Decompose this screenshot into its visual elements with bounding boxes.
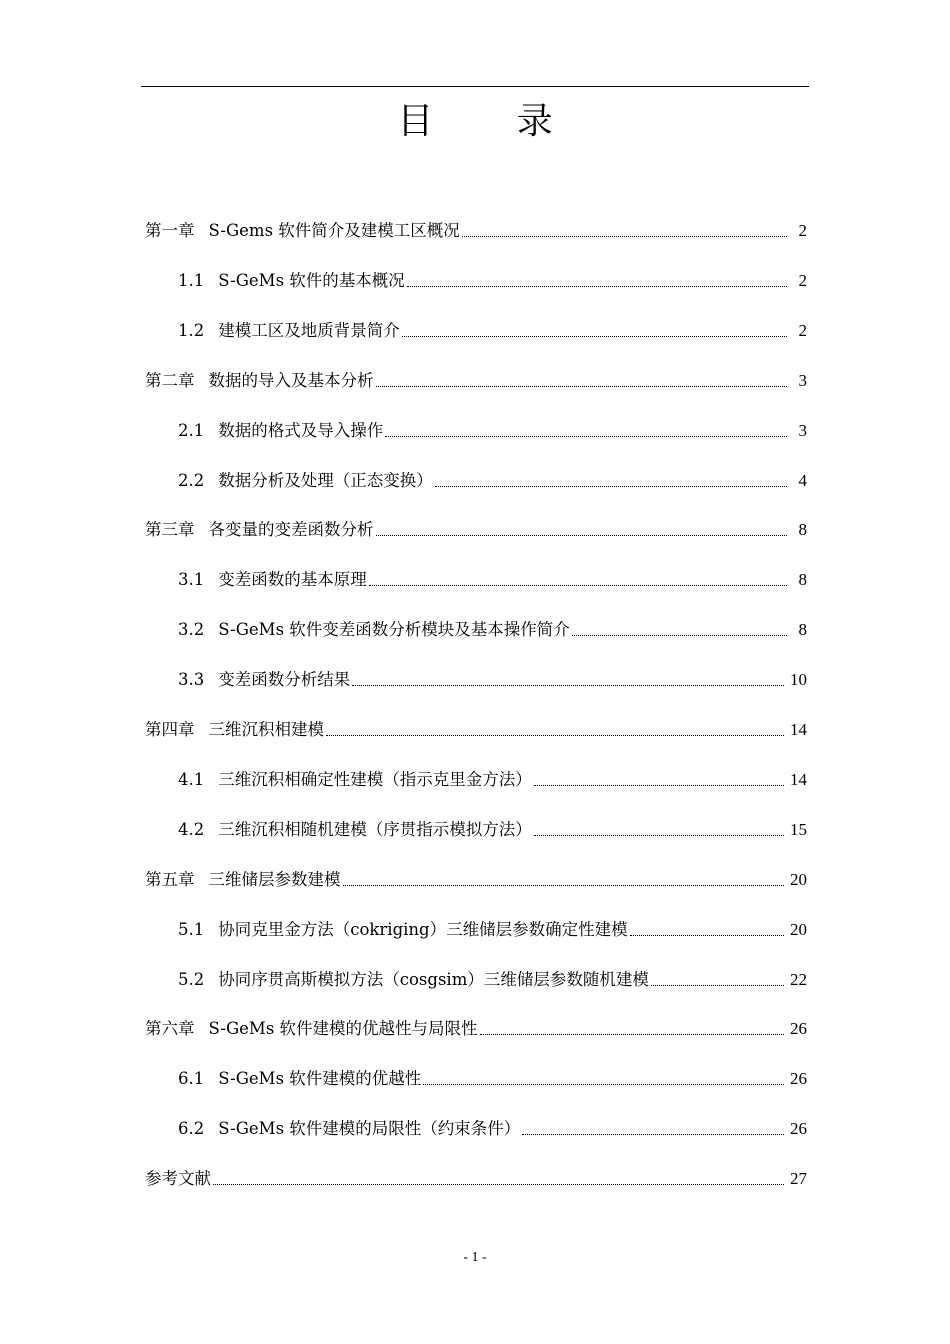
toc-entry-page: 20 bbox=[790, 869, 807, 889]
toc-entry-number: 4.2 bbox=[178, 819, 205, 839]
toc-entry-title: S-GeMs 软件的基本概况 bbox=[218, 270, 405, 290]
toc-entry-title: 三维沉积相随机建模（序贯指示模拟方法） bbox=[218, 819, 532, 839]
toc-entry-page: 14 bbox=[790, 720, 807, 739]
toc-leader-dots bbox=[462, 236, 787, 237]
toc-leader-dots bbox=[435, 486, 787, 487]
toc-entry-page: 2 bbox=[798, 320, 807, 340]
toc-leader-dots bbox=[534, 835, 784, 836]
toc-entry[interactable] bbox=[145, 1168, 807, 1190]
toc-leader-dots bbox=[213, 1184, 784, 1185]
toc-entry-number: 第五章 bbox=[145, 869, 195, 889]
toc-entry[interactable] bbox=[178, 1068, 807, 1090]
toc-entry-number: 第四章 bbox=[145, 720, 195, 739]
toc-leader-dots bbox=[572, 635, 787, 636]
toc-entry-page: 3 bbox=[798, 420, 807, 440]
toc-entry-title: S-GeMs 软件建模的局限性（约束条件） bbox=[218, 1119, 521, 1139]
toc-entry-page: 26 bbox=[790, 1069, 807, 1089]
toc-entry[interactable] bbox=[178, 420, 807, 442]
toc-entry-page: 10 bbox=[790, 670, 807, 690]
toc-entry-page: 8 bbox=[798, 570, 807, 590]
toc-entry-number: 6.2 bbox=[178, 1119, 205, 1139]
toc-entry[interactable] bbox=[178, 270, 807, 292]
toc-entry[interactable] bbox=[145, 1018, 807, 1040]
toc-entry-number: 第三章 bbox=[145, 520, 195, 540]
toc-entry-page: 26 bbox=[790, 1019, 807, 1039]
toc-entry-title: 三维沉积相建模 bbox=[208, 720, 324, 739]
toc-leader-dots bbox=[630, 935, 784, 936]
toc-entry[interactable] bbox=[145, 869, 807, 891]
toc-entry-page: 22 bbox=[790, 969, 807, 989]
toc-entry[interactable] bbox=[178, 619, 807, 641]
toc-entry-page: 14 bbox=[790, 769, 807, 789]
toc-entry-number: 4.1 bbox=[178, 769, 205, 789]
toc-entry[interactable] bbox=[145, 370, 807, 392]
toc-entry[interactable] bbox=[178, 919, 807, 941]
toc-entry-title: 变差函数分析结果 bbox=[218, 670, 351, 690]
toc-entry-title: S-GeMs 软件建模的优越性 bbox=[218, 1069, 422, 1089]
toc-entry-title: 建模工区及地质背景简介 bbox=[218, 320, 400, 340]
toc-entry-page: 27 bbox=[790, 1169, 807, 1189]
toc-entry-page: 4 bbox=[798, 470, 807, 490]
toc-leader-dots bbox=[376, 386, 788, 387]
toc-entry-number: 第一章 bbox=[145, 221, 195, 240]
toc-entry[interactable] bbox=[178, 1118, 807, 1140]
toc-entry-page: 2 bbox=[798, 270, 807, 290]
toc-entry-title: S-Gems 软件简介及建模工区概况 bbox=[208, 221, 460, 240]
toc-entry-number: 3.3 bbox=[178, 670, 205, 690]
toc-entry-page: 3 bbox=[798, 370, 807, 390]
toc-leader-dots bbox=[326, 735, 784, 736]
toc-entry[interactable] bbox=[178, 669, 807, 691]
toc-entry-page: 20 bbox=[790, 919, 807, 939]
toc-entry-page: 2 bbox=[798, 221, 807, 240]
toc-entry-title: 协同序贯高斯模拟方法（cosgsim）三维储层参数随机建模 bbox=[218, 969, 649, 989]
toc-entry-number: 2.2 bbox=[178, 470, 205, 490]
page-number-footer: - 1 - bbox=[463, 1250, 487, 1265]
toc-leader-dots bbox=[402, 336, 787, 337]
toc-entry-number: 第六章 bbox=[145, 1019, 195, 1039]
toc-entry-number: 1.2 bbox=[178, 320, 205, 340]
page-title: 目 录 bbox=[397, 101, 589, 142]
toc-entry-title: 三维储层参数建模 bbox=[208, 869, 341, 889]
toc-entry-title: 数据分析及处理（正态变换） bbox=[218, 470, 433, 490]
toc-leader-dots bbox=[480, 1034, 784, 1035]
toc-entry[interactable] bbox=[145, 719, 807, 741]
toc-entry-number: 5.2 bbox=[178, 969, 205, 989]
toc-entry-title: 数据的导入及基本分析 bbox=[208, 370, 374, 390]
toc-entry-title: 变差函数的基本原理 bbox=[218, 570, 367, 590]
toc-leader-dots bbox=[423, 1084, 784, 1085]
toc-entry-page: 15 bbox=[790, 819, 807, 839]
toc-entry[interactable] bbox=[145, 220, 807, 242]
toc-entry-number: 3.1 bbox=[178, 570, 205, 590]
toc-leader-dots bbox=[352, 685, 784, 686]
toc-entry-page: 8 bbox=[798, 520, 807, 540]
toc-entry[interactable] bbox=[178, 969, 807, 991]
toc-entry[interactable] bbox=[178, 569, 807, 591]
toc-entry-number: 1.1 bbox=[178, 270, 205, 290]
header-rule bbox=[141, 86, 809, 87]
toc-leader-dots bbox=[407, 286, 787, 287]
toc-entry-title: 各变量的变差函数分析 bbox=[208, 520, 374, 540]
toc-entry-page: 8 bbox=[798, 620, 807, 640]
toc-leader-dots bbox=[343, 885, 785, 886]
toc-entry-title: 数据的格式及导入操作 bbox=[218, 420, 384, 440]
toc-entry-title: S-GeMs 软件变差函数分析模块及基本操作简介 bbox=[218, 620, 570, 640]
toc-entry[interactable] bbox=[178, 819, 807, 841]
toc-entry[interactable] bbox=[145, 519, 807, 541]
toc-leader-dots bbox=[385, 436, 787, 437]
toc-entry[interactable] bbox=[178, 320, 807, 342]
toc-entry-page: 26 bbox=[790, 1119, 807, 1139]
toc-entry-title: 参考文献 bbox=[145, 1169, 211, 1189]
toc-leader-dots bbox=[651, 985, 784, 986]
toc-entry-number: 3.2 bbox=[178, 620, 205, 640]
toc-entry-number: 2.1 bbox=[178, 420, 205, 440]
toc-entry[interactable] bbox=[178, 470, 807, 492]
toc-leader-dots bbox=[369, 585, 787, 586]
toc-entry-title: S-GeMs 软件建模的优越性与局限性 bbox=[208, 1019, 478, 1039]
toc-entry-number: 6.1 bbox=[178, 1069, 205, 1089]
toc-entry-number: 第二章 bbox=[145, 370, 195, 390]
toc-entry-number: 5.1 bbox=[178, 919, 205, 939]
toc-leader-dots bbox=[522, 1134, 784, 1135]
toc-entry[interactable] bbox=[178, 769, 807, 791]
toc-entry-title: 三维沉积相确定性建模（指示克里金方法） bbox=[218, 769, 532, 789]
toc-leader-dots bbox=[376, 535, 788, 536]
toc-leader-dots bbox=[534, 785, 784, 786]
toc-entry-title: 协同克里金方法（cokriging）三维储层参数确定性建模 bbox=[218, 919, 628, 939]
